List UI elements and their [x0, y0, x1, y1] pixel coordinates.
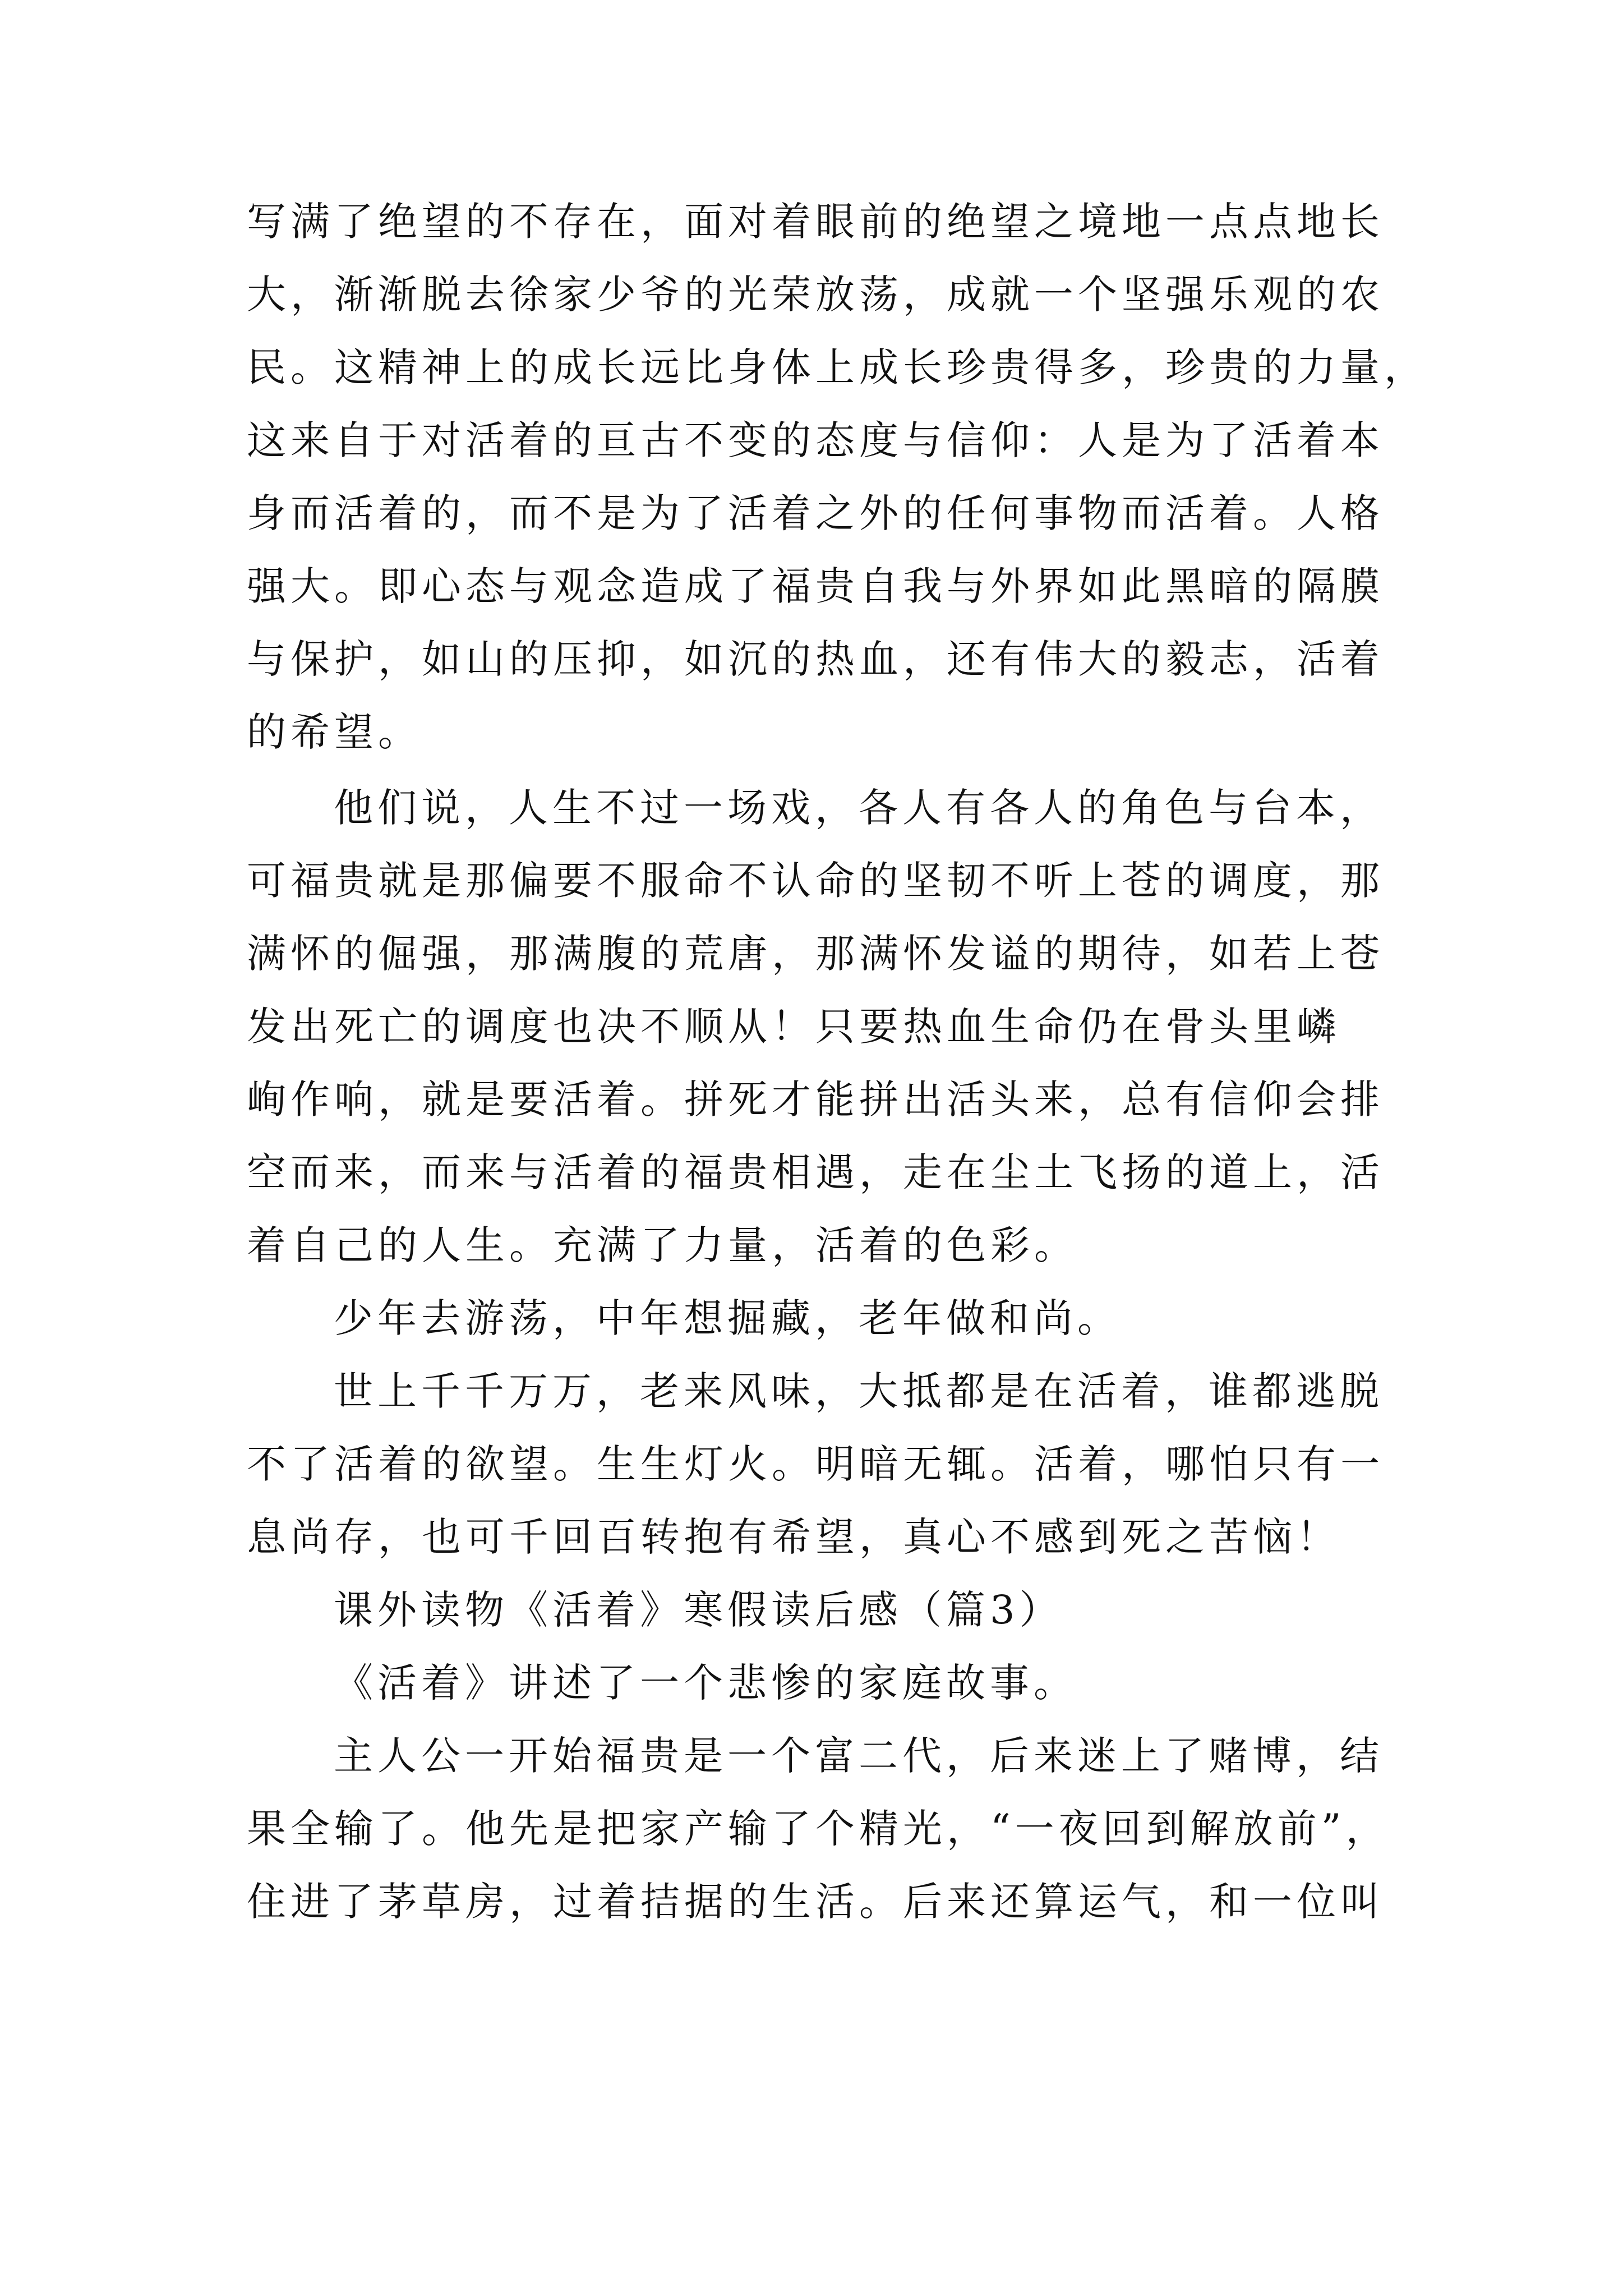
- text-line: 住进了茅草房，过着拮据的生活。后来还算运气，和一位叫: [247, 1879, 1384, 1925]
- text-line: 可福贵就是那偏要不服命不认命的坚韧不听上苍的调度，那: [247, 858, 1384, 904]
- text-line: 的希望。: [247, 709, 422, 755]
- paragraph-start: 他们说，人生不过一场戏，各人有各人的角色与台本，: [334, 785, 1384, 831]
- paragraph-start: 世上千千万万，老来风味，大抵都是在活着，谁都逃脱: [334, 1368, 1384, 1414]
- text-line: 强大。即心态与观念造成了福贵自我与外界如此黑暗的隔膜: [247, 563, 1384, 609]
- text-line: 写满了绝望的不存在，面对着眼前的绝望之境地一点点地长: [247, 199, 1384, 245]
- paragraph-start: 少年去游荡，中年想掘藏，老年做和尚。: [334, 1295, 1121, 1341]
- text-line: 身而活着的，而不是为了活着之外的任何事物而活着。人格: [247, 490, 1384, 536]
- text-line: 空而来，而来与活着的福贵相遇，走在尘土飞扬的道上，活: [247, 1149, 1384, 1195]
- text-line: 大，渐渐脱去徐家少爷的光荣放荡，成就一个坚强乐观的农: [247, 272, 1384, 318]
- text-line: 着自己的人生。充满了力量，活着的色彩。: [247, 1222, 1078, 1268]
- text-line: 民。这精神上的成长远比身体上成长珍贵得多，珍贵的力量，: [247, 344, 1428, 390]
- section-heading: 课外读物《活着》寒假读后感（篇3）: [334, 1587, 1063, 1633]
- paragraph-start: 主人公一开始福贵是一个富二代，后来迷上了赌博，结: [334, 1733, 1384, 1779]
- text-line: 峋作响，就是要活着。拼死才能拼出活头来，总有信仰会排: [247, 1076, 1384, 1122]
- text-line: 这来自于对活着的亘古不变的态度与信仰：人是为了活着本: [247, 417, 1384, 463]
- text-line: 果全输了。他先是把家产输了个精光，“一夜回到解放前”，: [247, 1806, 1390, 1852]
- text-line: 发出死亡的调度也决不顺从！只要热血生命仍在骨头里嶙: [247, 1004, 1340, 1050]
- text-line: 息尚存，也可千回百转抱有希望，真心不感到死之苦恼！: [247, 1514, 1340, 1560]
- text-line: 与保护，如山的压抑，如沉的热血，还有伟大的毅志，活着: [247, 636, 1384, 682]
- text-line: 不了活着的欲望。生生灯火。明暗无辄。活着，哪怕只有一: [247, 1441, 1384, 1487]
- text-line: 满怀的倔强，那满腹的荒唐，那满怀发谥的期待，如若上苍: [247, 931, 1384, 977]
- paragraph-start: 《活着》讲述了一个悲惨的家庭故事。: [334, 1660, 1077, 1706]
